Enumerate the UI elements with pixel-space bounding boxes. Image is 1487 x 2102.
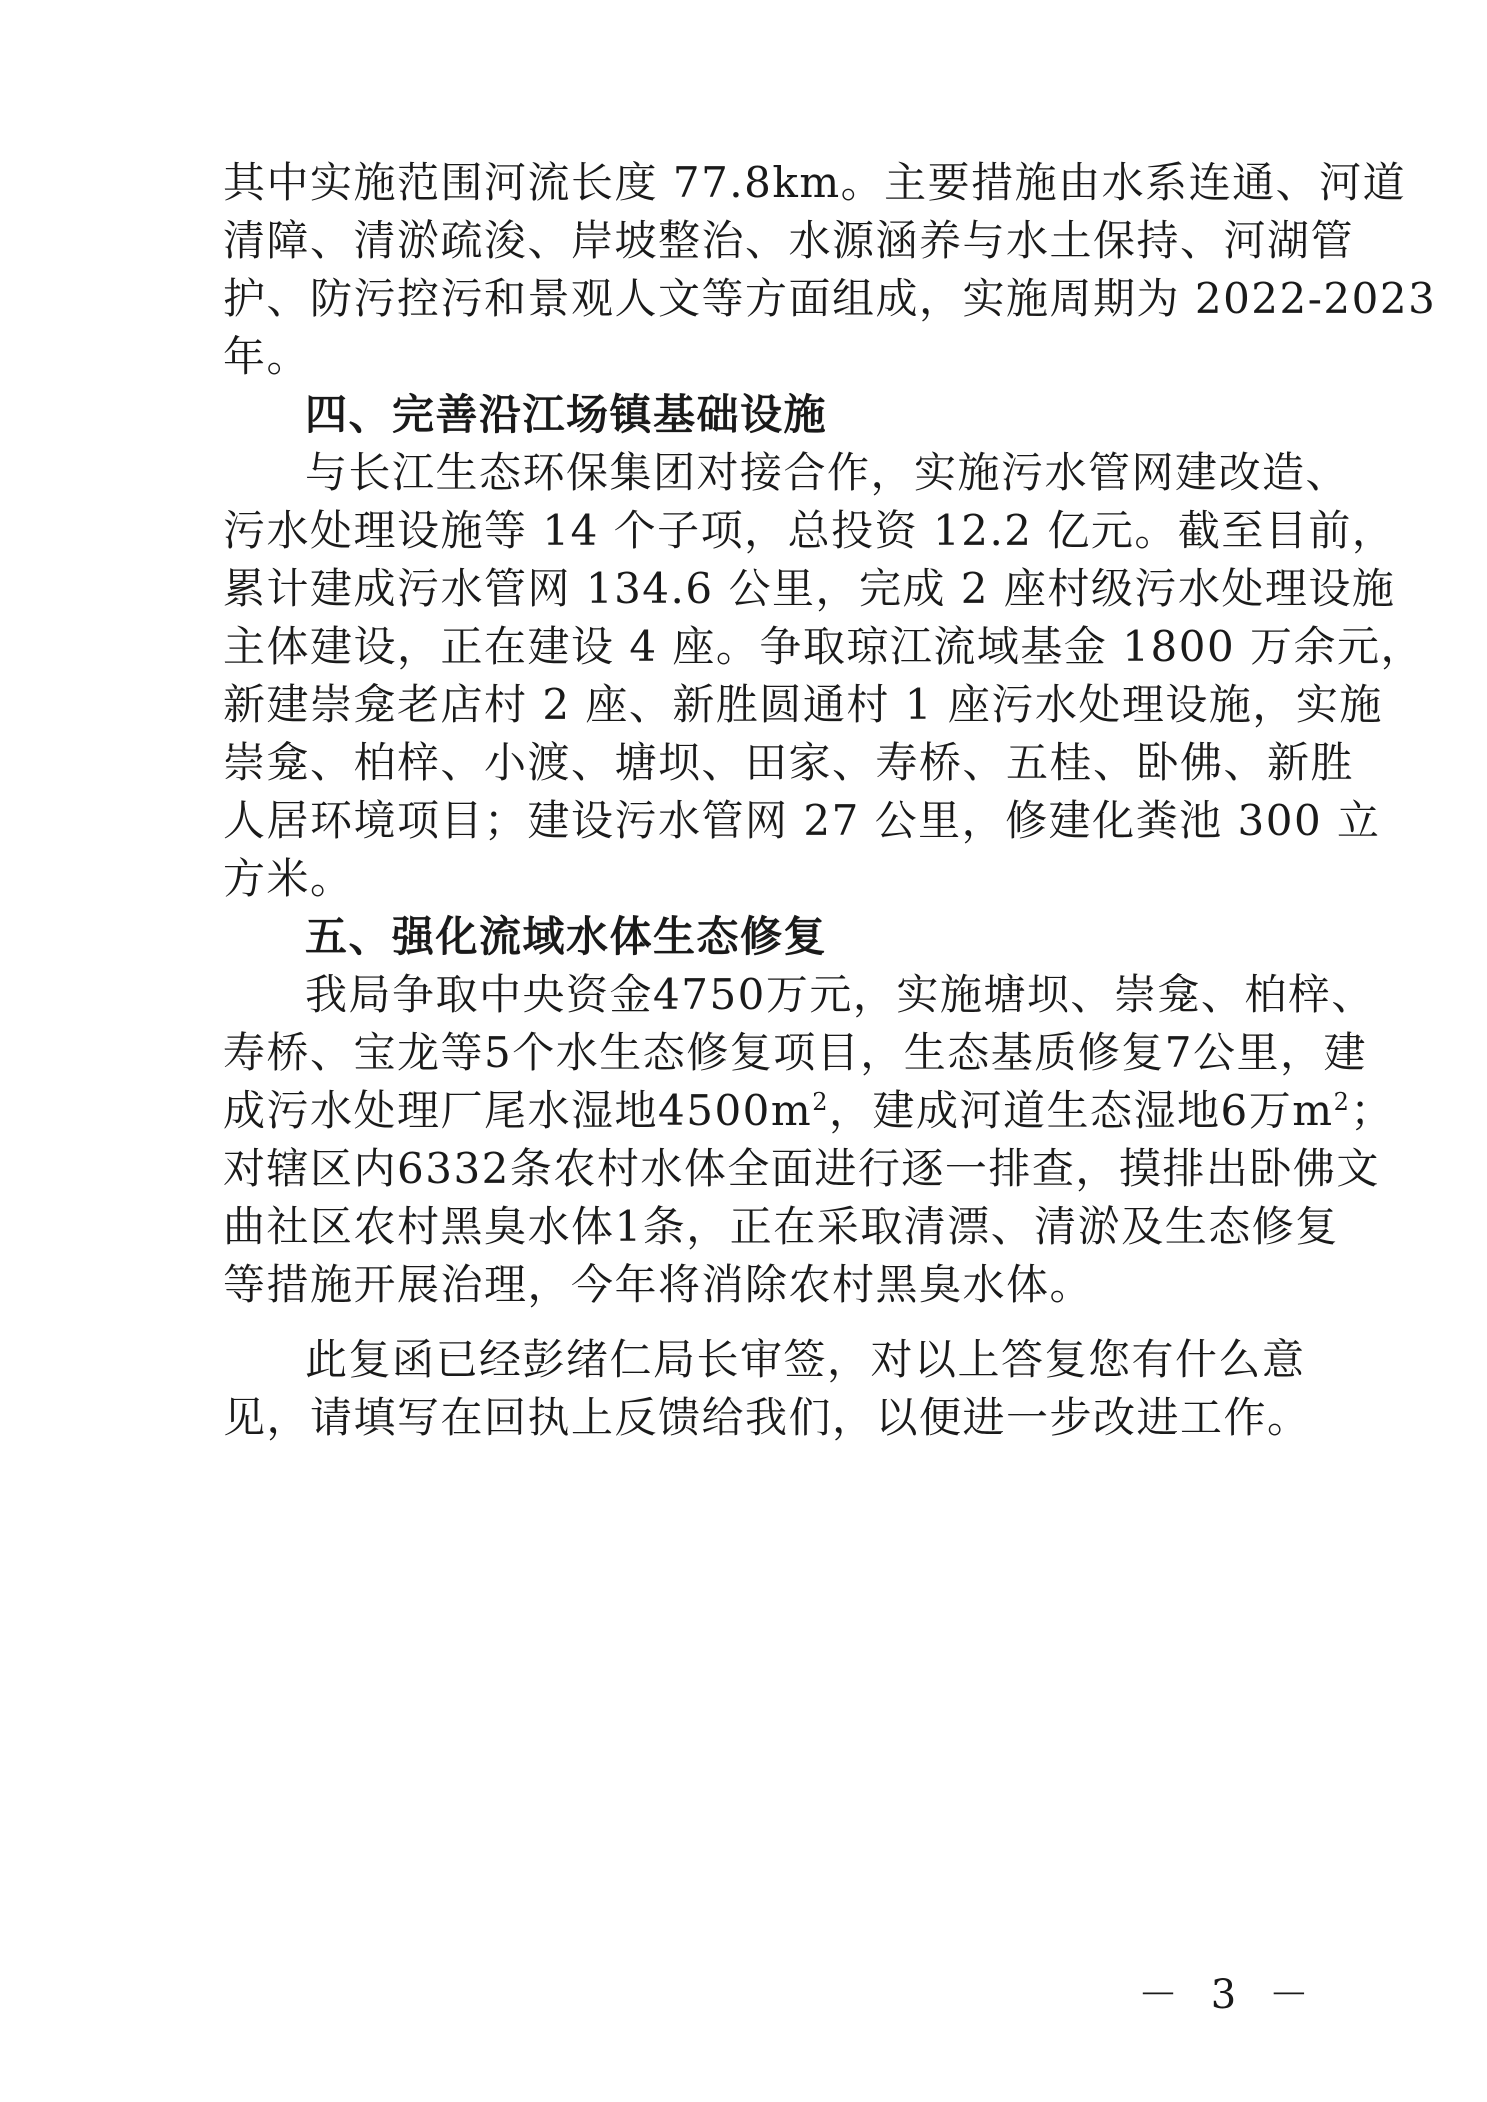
paragraph-line: [223, 1085, 1394, 1137]
superscript: 2: [1333, 1088, 1351, 1116]
paragraph-line: 其中实施范围河流长度 77.8km。主要措施由水系连通、河道: [223, 158, 1407, 207]
paragraph-line: 崇龛、柏梓、小渡、塘坝、田家、寿桥、五桂、卧佛、新胜: [223, 738, 1355, 787]
paragraph-line: 人居环境项目；建设污水管网 27 公里，修建化粪池 300 立: [223, 796, 1381, 845]
paragraph-line: 主体建设，正在建设 4 座。争取琼江流域基金 1800 万余元，: [223, 622, 1425, 671]
paragraph-line: 曲社区农村黑臭水体1条，正在采取清漂、清淤及生态修复: [223, 1202, 1339, 1251]
section-heading: 四、完善沿江场镇基础设施: [305, 390, 828, 439]
paragraph-line: 我局争取中央资金4750万元，实施塘坝、崇龛、柏梓、: [305, 970, 1375, 1019]
paragraph-line: 年。: [223, 332, 311, 381]
paragraph-line: 对辖区内6332条农村水体全面进行逐一排查，摸排出卧佛文: [223, 1144, 1380, 1193]
text-run: ，建成河道生态湿地6万m: [829, 1086, 1334, 1135]
paragraph-line: 寿桥、宝龙等5个水生态修复项目，生态基质修复7公里，建: [223, 1028, 1367, 1077]
page-number: － 3 －: [1138, 1972, 1319, 2018]
section-heading: 五、强化流域水体生态修复: [305, 912, 828, 961]
paragraph-line: 方米。: [223, 854, 354, 903]
text-run: ；: [1350, 1086, 1394, 1135]
paragraph-line: 累计建成污水管网 134.6 公里，完成 2 座村级污水处理设施: [223, 564, 1396, 613]
paragraph-line: 此复函已经彭绪仁局长审签，对以上答复您有什么意: [305, 1335, 1306, 1384]
paragraph-line: 见，请填写在回执上反馈给我们，以便进一步改进工作。: [223, 1393, 1311, 1442]
paragraph-line: 污水处理设施等 14 个子项，总投资 12.2 亿元。截至目前，: [223, 506, 1396, 555]
superscript: 2: [812, 1088, 829, 1116]
paragraph-line: 与长江生态环保集团对接合作，实施污水管网建改造、: [305, 448, 1350, 497]
paragraph-line: 等措施开展治理，今年将消除农村黑臭水体。: [223, 1260, 1094, 1309]
paragraph-line: 新建崇龛老店村 2 座、新胜圆通村 1 座污水处理设施，实施: [223, 680, 1383, 729]
text-run: 成污水处理厂尾水湿地4500m: [223, 1086, 813, 1135]
paragraph-line: 清障、清淤疏浚、岸坡整治、水源涵养与水土保持、河湖管: [223, 216, 1355, 265]
paragraph-line: 护、防污控污和景观人文等方面组成，实施周期为 2022-2023: [223, 274, 1437, 323]
